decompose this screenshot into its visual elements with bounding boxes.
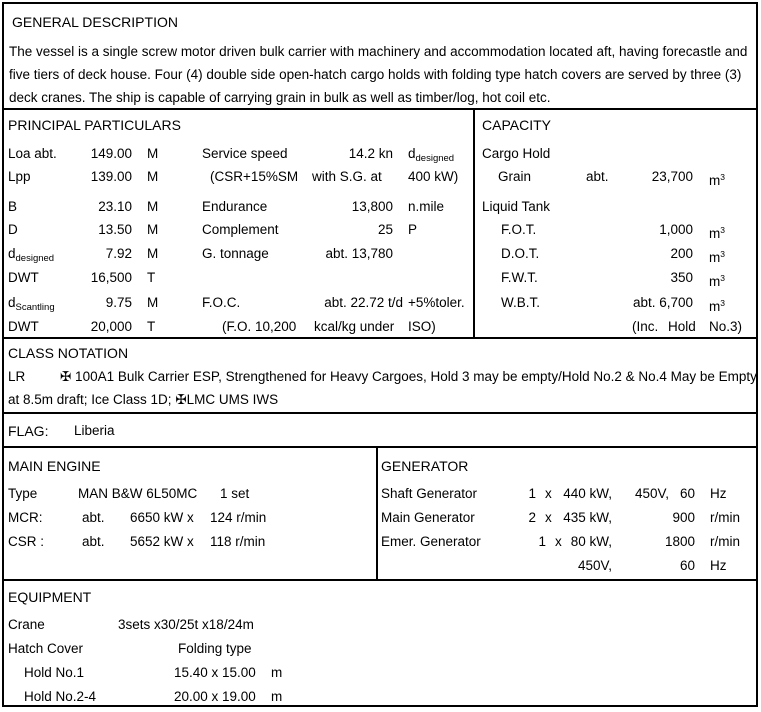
- emergency-generator-qty: 1: [538, 534, 546, 549]
- general-description-heading: GENERAL DESCRIPTION: [12, 14, 178, 30]
- service-speed-note-c: 400 kW): [408, 169, 459, 184]
- fot-unit: $m^3$: [709, 225, 725, 241]
- dwt-scantling-label: DWT: [8, 319, 39, 334]
- dwt-scantling-unit: T: [147, 319, 156, 334]
- wbt-note-a: (Inc.: [632, 319, 659, 334]
- flag-value: Liberia: [74, 423, 115, 438]
- csr-rpm: 118 r/min: [210, 534, 266, 549]
- hatch-cover-value: Folding type: [178, 641, 252, 656]
- lpp-label: Lpp: [8, 169, 31, 184]
- foc-note: +5%toler.: [408, 295, 465, 310]
- shaft-generator-voltage: 450V,: [634, 486, 669, 501]
- emergency-generator-x: x: [555, 534, 562, 549]
- emergency-generator-voltage: 450V,: [577, 558, 612, 573]
- shaft-generator-kw: 440 kW,: [563, 486, 612, 501]
- column-divider: [473, 108, 475, 337]
- depth-value: 13.50: [98, 222, 132, 237]
- cargo-hold-label: Cargo Hold: [482, 146, 551, 161]
- service-speed-label: Service speed: [202, 146, 288, 161]
- loa-unit: M: [147, 146, 159, 161]
- hold-1-unit: m: [271, 665, 283, 680]
- spec-sheet: [2, 2, 758, 707]
- class-notation-heading: CLASS NOTATION: [8, 345, 129, 361]
- equipment-heading: EQUIPMENT: [8, 589, 92, 605]
- class-notation-line-1: ✠ 100A1 Bulk Carrier ESP, Strengthened for Heavy Cargoes, Hold 3 may be empty/Hold No.2 & No.4 May be Empty: [60, 369, 757, 384]
- loa-value: 149.00: [90, 146, 132, 161]
- general-line-2: five tiers of deck house. Four (4) double side open-hatch cargo holds with folding type hatch covers are served by three (3): [9, 67, 742, 82]
- endurance-value: 13,800: [351, 199, 393, 214]
- hold-2-4-unit: m: [271, 689, 283, 704]
- draft-designed-value: 7.92: [105, 246, 132, 261]
- flag-label: FLAG:: [8, 423, 49, 439]
- divider: [4, 412, 756, 414]
- fwt-unit: $m^3$: [709, 273, 725, 289]
- wbt-note-b: Hold: [668, 319, 696, 334]
- class-notation-line-2: at 8.5m draft; Ice Class 1D; ✠LMC UMS IWS: [8, 392, 279, 407]
- shaft-generator-label: Shaft Generator: [381, 486, 478, 501]
- mcr-label: MCR:: [8, 510, 43, 525]
- draft-scantling-value: 9.75: [105, 295, 132, 310]
- main-generator-speed: 900: [672, 510, 695, 525]
- foc-value: abt. 22.72 t/d: [324, 295, 403, 310]
- hatch-cover-label: Hatch Cover: [8, 641, 84, 656]
- hold-1-label: Hold No.1: [24, 665, 85, 680]
- wbt-label: W.B.T.: [501, 295, 541, 310]
- dwt-scantling-value: 20,000: [90, 319, 132, 334]
- complement-unit: P: [408, 222, 418, 237]
- general-line-1: The vessel is a single screw motor driven bulk carrier with machinery and accommodation located aft, having forecastle and: [9, 44, 748, 59]
- breadth-unit: M: [147, 199, 159, 214]
- dot-value: 200: [670, 246, 693, 261]
- wbt-value: abt. 6,700: [632, 295, 693, 310]
- generator-heading: GENERATOR: [381, 458, 469, 474]
- emergency-generator-unit: r/min: [710, 534, 740, 549]
- endurance-unit: n.mile: [408, 199, 445, 214]
- breadth-value: 23.10: [98, 199, 132, 214]
- main-generator-label: Main Generator: [381, 510, 475, 525]
- grain-unit: $m^3$: [709, 172, 725, 188]
- csr-label: CSR :: [8, 534, 45, 549]
- draft-designed-unit: M: [147, 246, 159, 261]
- complement-value: 25: [377, 222, 393, 237]
- emergency-generator-frequency: 60: [679, 558, 695, 573]
- foc-note-a: (F.O. 10,200: [222, 319, 297, 334]
- foc-note-c: ISO): [408, 319, 436, 334]
- lpp-unit: M: [147, 169, 159, 184]
- mcr-abt: abt.: [82, 510, 105, 525]
- fwt-label: F.W.T.: [501, 270, 538, 285]
- service-speed-value: 14.2 kn: [348, 146, 393, 161]
- loa-label: Loa abt.: [8, 146, 57, 161]
- main-engine-heading: MAIN ENGINE: [8, 458, 101, 474]
- engine-type-label: Type: [8, 486, 38, 501]
- main-generator-unit: r/min: [710, 510, 740, 525]
- mcr-power: 6650 kW x: [130, 510, 194, 525]
- foc-note-b: kcal/kg under: [314, 319, 395, 334]
- shaft-generator-qty: 1: [528, 486, 536, 501]
- divider: [4, 108, 756, 110]
- draft-scantling-unit: M: [147, 295, 159, 310]
- gross-tonnage-label: G. tonnage: [202, 246, 269, 261]
- depth-unit: M: [147, 222, 159, 237]
- draft-designed-label: $d_{designed}$: [8, 246, 55, 264]
- dwt-designed-label: DWT: [8, 270, 39, 285]
- service-speed-note-a: (CSR+15%SM: [210, 169, 299, 184]
- gross-tonnage-value: abt. 13,780: [325, 246, 393, 261]
- endurance-label: Endurance: [202, 199, 268, 214]
- wbt-note-c: No.3): [709, 319, 743, 334]
- breadth-label: B: [8, 199, 18, 214]
- shaft-generator-x: x: [545, 486, 552, 501]
- capacity-heading: CAPACITY: [482, 117, 551, 133]
- engine-quantity: 1 set: [220, 486, 250, 501]
- hold-1-dimensions: 15.40 x 15.00: [174, 665, 256, 680]
- emergency-generator-kw: 80 kW,: [570, 534, 612, 549]
- fot-value: 1,000: [659, 222, 693, 237]
- crane-label: Crane: [8, 617, 45, 632]
- depth-label: D: [8, 222, 18, 237]
- divider: [4, 446, 756, 448]
- shaft-generator-unit: Hz: [710, 486, 727, 501]
- column-divider: [376, 446, 378, 579]
- general-line-3: deck cranes. The ship is capable of carrying grain in bulk as well as timber/log, hot coil etc.: [9, 90, 551, 105]
- foc-label: F.O.C.: [202, 295, 241, 310]
- service-speed-note-b: with S.G. at: [312, 169, 382, 184]
- emergency-generator-frequency-unit: Hz: [710, 558, 727, 573]
- complement-label: Complement: [202, 222, 279, 237]
- divider: [4, 579, 756, 581]
- draft-scantling-label: $d_{Scantling}$: [8, 295, 55, 313]
- dot-label: D.O.T.: [501, 246, 540, 261]
- grain-value: 23,700: [651, 169, 693, 184]
- service-speed-condition: $d_{designed}$: [408, 146, 455, 164]
- wbt-unit: $m^3$: [709, 298, 725, 314]
- general-description-text: [9, 40, 754, 109]
- main-generator-x: x: [545, 510, 552, 525]
- emergency-generator-label: Emer. Generator: [381, 534, 481, 549]
- hold-2-4-label: Hold No.2-4: [24, 689, 97, 704]
- csr-abt: abt.: [82, 534, 105, 549]
- hold-2-4-dimensions: 20.00 x 19.00: [174, 689, 256, 704]
- dwt-designed-unit: T: [147, 270, 156, 285]
- engine-type-value: MAN B&W 6L50MC: [78, 486, 198, 501]
- dot-unit: $m^3$: [709, 249, 725, 265]
- fwt-value: 350: [670, 270, 693, 285]
- csr-power: 5652 kW x: [130, 534, 194, 549]
- class-society: LR: [8, 369, 26, 384]
- grain-abt: abt.: [586, 169, 609, 184]
- main-generator-qty: 2: [528, 510, 536, 525]
- shaft-generator-frequency: 60: [679, 486, 695, 501]
- dwt-designed-value: 16,500: [90, 270, 132, 285]
- main-generator-kw: 435 kW,: [563, 510, 612, 525]
- lpp-value: 139.00: [90, 169, 132, 184]
- principal-particulars-heading: PRINCIPAL PARTICULARS: [8, 117, 181, 133]
- fot-label: F.O.T.: [501, 222, 537, 237]
- emergency-generator-speed: 1800: [664, 534, 695, 549]
- crane-value: 3sets x30/25t x18/24m: [118, 617, 254, 632]
- liquid-tank-label: Liquid Tank: [482, 199, 551, 214]
- divider: [4, 337, 756, 339]
- grain-label: Grain: [498, 169, 532, 184]
- mcr-rpm: 124 r/min: [210, 510, 267, 525]
